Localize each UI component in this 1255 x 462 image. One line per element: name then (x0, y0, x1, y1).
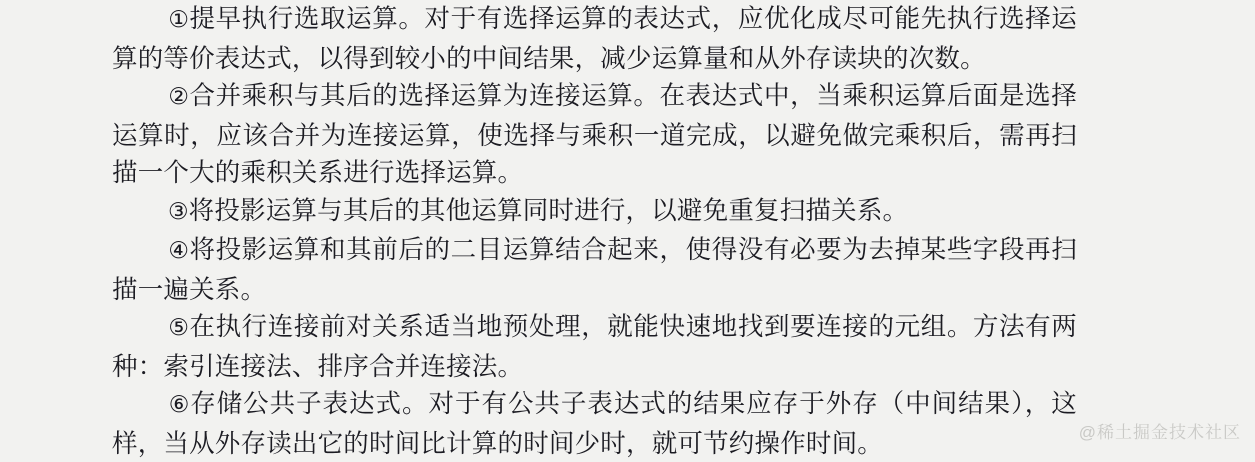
paragraph-text-6: 存储公共子表达式。对于有公共子表达式的结果应存于外存（中间结果），这样，当从外存读出它的时间比计算的时间少时，就可节约操作时间。 (112, 389, 1077, 458)
document-body (112, 0, 1077, 462)
paragraph-1 (112, 0, 1077, 77)
watermark: @稀土掘金技术社区 (1078, 423, 1241, 442)
list-marker-4: ④ (168, 238, 190, 264)
paragraph-text-1: 提早执行选取运算。对于有选择运算的表达式，应优化成尽可能先执行选择运算的等价表达式，以得到较小的中间结果，减少运算量和从外存读块的次数。 (112, 4, 1077, 73)
list-marker-1: ① (168, 7, 190, 33)
paragraph-5 (112, 308, 1077, 385)
paragraph-4 (112, 231, 1077, 308)
paragraph-text-5: 在执行连接前对关系适当地预处理，就能快速地找到要连接的元组。方法有两种：索引连接法、排序合并连接法。 (112, 312, 1077, 381)
list-marker-6: ⑥ (168, 392, 191, 418)
paragraph-text-4: 将投影运算和其前后的二目运算结合起来，使得没有必要为去掉某些字段再扫描一遍关系。 (112, 235, 1077, 304)
list-marker-2: ② (168, 84, 190, 110)
paragraph-3 (112, 192, 1077, 232)
list-marker-3: ③ (168, 198, 189, 225)
list-marker-5: ⑤ (168, 315, 190, 341)
paragraph-2 (112, 77, 1077, 192)
paragraph-6 (112, 385, 1077, 462)
paragraph-text-2: 合并乘积与其后的选择运算为连接运算。在表达式中，当乘积运算后面是选择运算时，应该合并为连接运算，使选择与乘积一道完成，以避免做完乘积后，需再扫描一个大的乘积关系进行选择运算。 (112, 81, 1077, 187)
paragraph-text-3: 将投影运算与其后的其他运算同时进行，以避免重复扫描关系。 (188, 195, 909, 225)
